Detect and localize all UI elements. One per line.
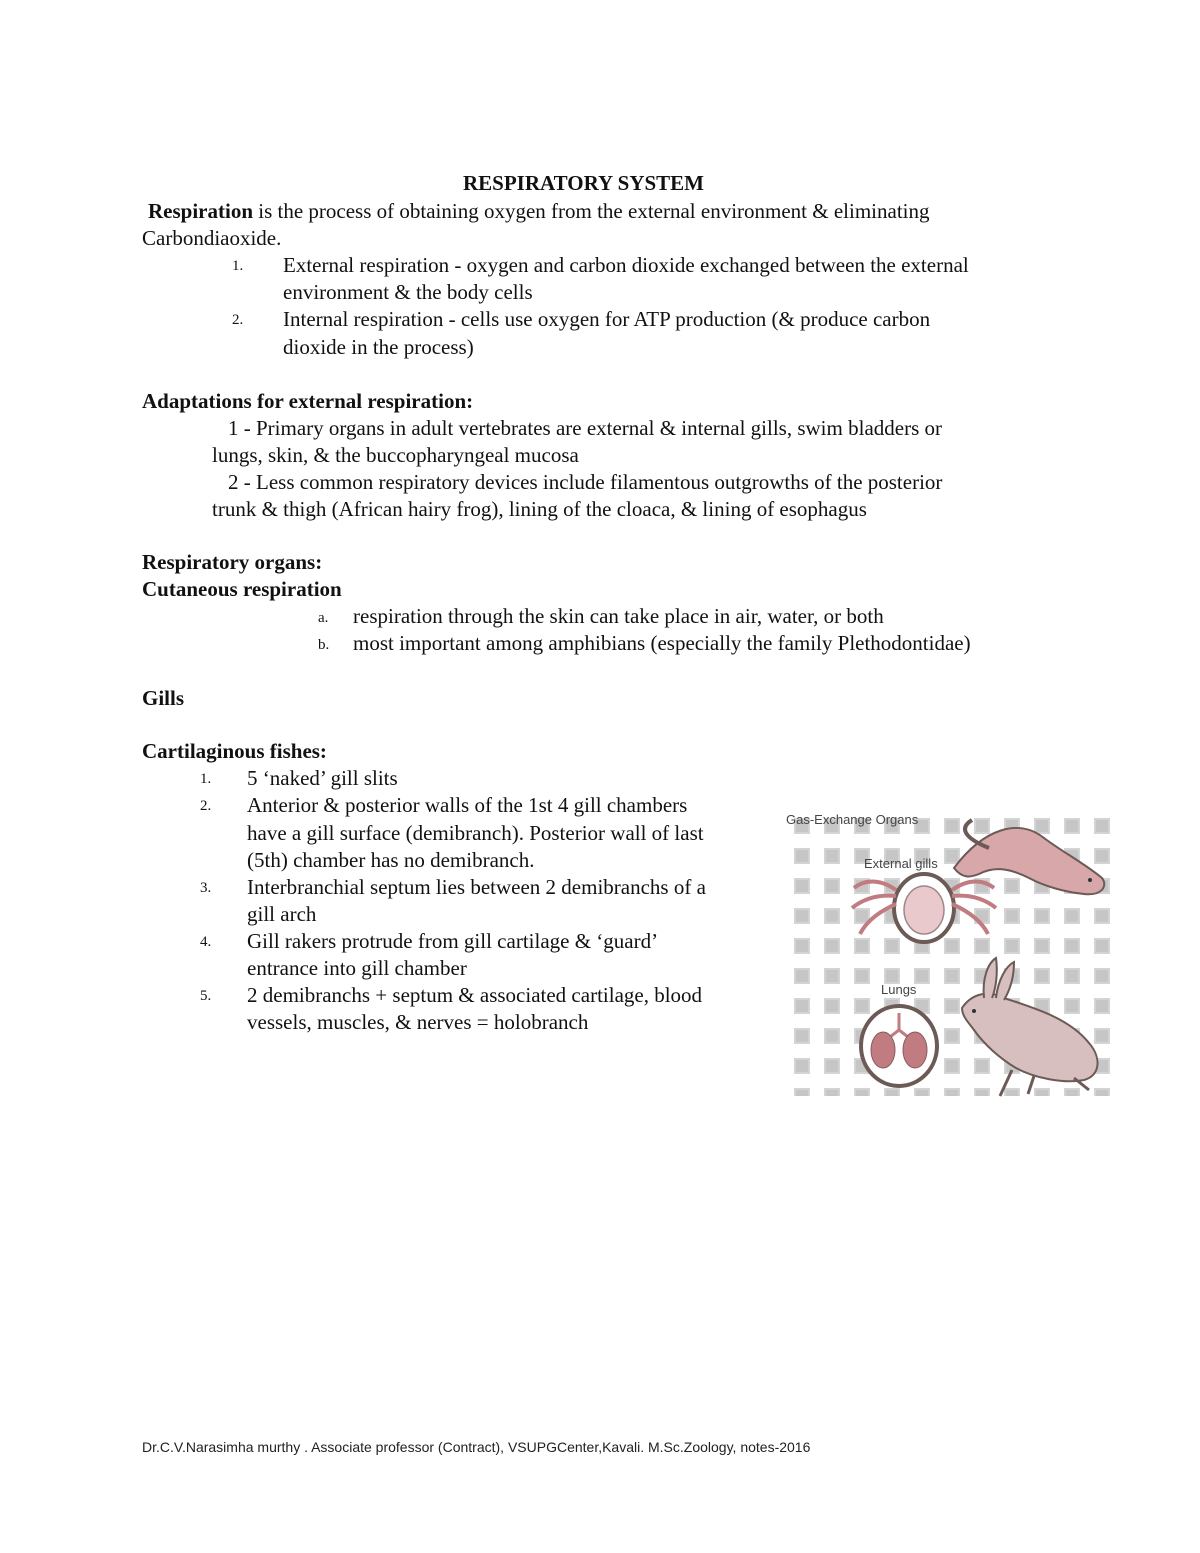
cutaneous-heading: Cutaneous respiration [142,577,342,601]
lungs-label: Lungs [881,982,917,997]
adaptation-1-line-2: lungs, skin, & the buccopharyngeal mucosa [212,443,579,467]
cart-item-1-line-1: 5 ‘naked’ gill slits [247,766,398,790]
type-1-line-1: External respiration - oxygen and carbon dioxide exchanged between the external [283,253,969,277]
lungs-illustration [861,1006,937,1086]
adaptation-2-line-2: trunk & thigh (African hairy frog), lining of the cloaca, & lining of esophagus [212,497,867,521]
cart-item-3-number: 3. [200,880,212,896]
cart-item-1-number: 1. [200,771,212,787]
respiration-term: Respiration [148,199,253,223]
cart-item-2-number: 2. [200,798,212,814]
gas-exchange-figure [784,808,1116,1098]
cart-item-5-number: 5. [200,988,212,1004]
intro-line-1 [148,201,930,222]
type-2-line-2: dioxide in the process) [283,335,474,359]
organs-heading: Respiratory organs: [142,550,323,574]
cart-item-4-line-2: entrance into gill chamber [247,956,467,980]
cart-item-5-line-1: 2 demibranchs + septum & associated cartilage, blood [247,983,703,1007]
cart-item-3-line-1: Interbranchial septum lies between 2 demibranchs of a [247,875,706,899]
cart-item-5-line-2: vessels, muscles, & nerves = holobranch [247,1010,589,1034]
cutaneous-a-marker: a. [318,610,329,626]
type-1-line-2: environment & the body cells [283,280,533,304]
cart-item-3-line-2: gill arch [247,902,317,926]
cart-item-4-number: 4. [200,934,212,950]
adaptation-1-line-1: 1 - Primary organs in adult vertebrates are external & internal gills, swim bladders or [228,416,942,440]
cart-item-2-line-2: have a gill surface (demibranch). Posterior wall of last [247,821,704,845]
cart-item-2-line-3: (5th) chamber has no demibranch. [247,848,535,872]
external-gills-label: External gills [864,856,938,871]
cutaneous-a-text: respiration through the skin can take place in air, water, or both [353,604,884,628]
gills-heading: Gills [142,686,185,710]
cutaneous-b-marker: b. [318,637,330,653]
figure-title: Gas-Exchange Organs [786,812,919,827]
adaptations-heading: Adaptations for external respiration: [142,389,474,413]
page-footer: Dr.C.V.Narasimha murthy . Associate professor (Contract), VSUPGCenter,Kavali. M.Sc.Zoology, notes-2016 [142,1439,811,1455]
adaptation-2-line-1: 2 - Less common respiratory devices include filamentous outgrowths of the posterior [228,470,943,494]
page-title: RESPIRATORY SYSTEM [463,171,705,195]
type-2-line-1: Internal respiration - cells use oxygen for ATP production (& produce carbon [283,307,931,331]
intro-definition: is the process of obtaining oxygen from the external environment & eliminating [253,199,930,223]
type-1-number: 1. [232,258,244,274]
cart-item-4-line-1: Gill rakers protrude from gill cartilage & ‘guard’ [247,929,659,953]
cutaneous-b-text: most important among amphibians (especially the family Plethodontidae) [353,631,971,655]
cart-item-2-line-1: Anterior & posterior walls of the 1st 4 gill chambers [247,793,688,817]
cartilaginous-heading: Cartilaginous fishes: [142,739,327,763]
intro-line-2: Carbondiaoxide. [142,226,282,250]
type-2-number: 2. [232,312,244,328]
